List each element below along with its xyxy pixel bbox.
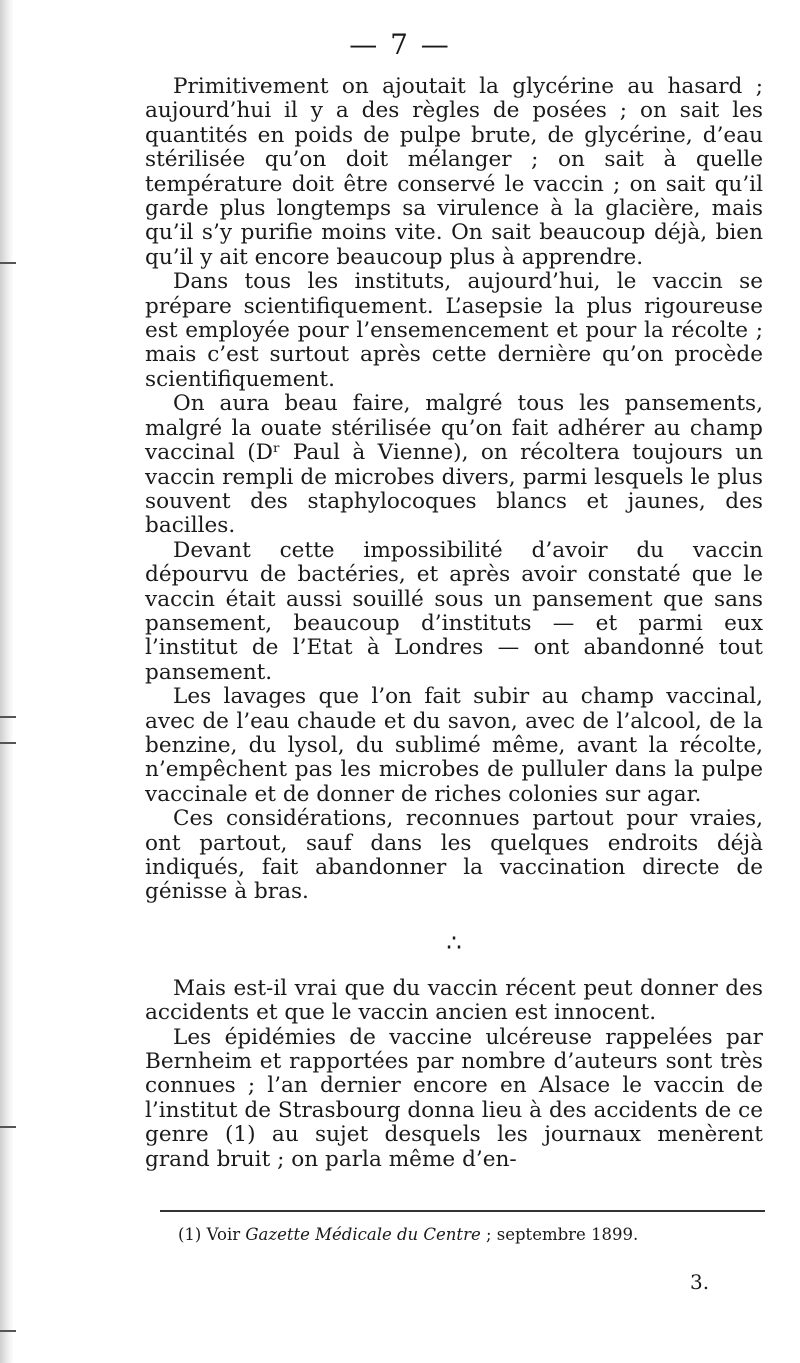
footnote-journal: Gazette Médicale du Centre <box>245 1225 481 1244</box>
page-number: — 7 — <box>349 28 451 61</box>
paragraph: Devant cette impossibilité d’avoir du vaccin dépourvu de bactéries, et après avoir constaté que le vaccin était aussi souillé sous un pansement que sans pansement, beaucoup d’instituts — et parmi eux l’institut de l’Etat à Londres — ont abandonné tout pansement. <box>145 537 763 685</box>
section-separator: ∴ <box>446 928 462 957</box>
binding-edge <box>0 0 14 1363</box>
paragraph: Mais est-il vrai que du vaccin récent peut donner des accidents et que le vaccin ancien est innocent. <box>145 975 763 1026</box>
footnote-prefix: (1) Voir <box>178 1225 246 1244</box>
margin-tick <box>0 742 16 744</box>
signature-mark: 3. <box>690 1270 710 1294</box>
paragraph: Dans tous les instituts, aujourd’hui, le vaccin se prépare scientifiquement. L’asepsie la plus rigoureuse est employée pour l’ensemencement et pour la récolte ; mais c’est surtout après cette dernière qu’on procède scientifiquement. <box>145 269 763 392</box>
margin-tick <box>0 1330 16 1332</box>
paragraph: Les lavages que l’on fait subir au champ vaccinal, avec de l’eau chaude et du savon, avec de l’alcool, de la benzine, du lysol, du sublimé même, avant la récolte, n’empêchent pas les microbes de pulluler dans la pulpe vaccinale et de donner de riches colonies sur agar. <box>145 684 763 807</box>
body-text <box>145 75 763 1172</box>
margin-tick <box>0 716 16 718</box>
paragraph: Primitivement on ajoutait la glycérine au hasard ; aujourd’hui il y a des règles de posées ; on sait les quantités en poids de pulpe brute, de glycérine, d’eau stérilisée qu’on doit mélanger ; on sait à quelle température doit être conservé le vaccin ; on sait qu’il garde plus longtemps sa virulence à la glacière, mais qu’il s’y purifie moins vite. On sait beaucoup déjà, bien qu’il y ait encore beaucoup plus à apprendre. <box>145 74 763 270</box>
paragraph: On aura beau faire, malgré tous les pansements, malgré la ouate stérilisée qu’on fait adhérer au champ vaccinal (Dʳ Paul à Vienne), on récoltera toujours un vaccin rempli de microbes divers, parmi lesquels le plus souvent des staphylocoques blancs et jaunes, des bacilles. <box>145 391 763 539</box>
margin-tick <box>0 1126 16 1128</box>
footnote-suffix: ; septembre 1899. <box>480 1225 639 1244</box>
paragraph: Les épidémies de vaccine ulcéreuse rappelées par Bernheim et rapportées par nombre d’auteurs sont très connues ; l’an dernier encore en Alsace le vaccin de l’institut de Strasbourg donna lieu à des accidents de ce genre (1) au sujet desquels les journaux menèrent grand bruit ; on parla même d’en- <box>145 1024 763 1172</box>
footnote <box>178 1224 768 1246</box>
footnote-rule <box>160 1210 765 1212</box>
paragraph: Ces considérations, reconnues partout pour vraies, ont partout, sauf dans les quelques endroits déjà indiqués, fait abandonner la vaccination directe de génisse à bras. <box>145 806 763 905</box>
margin-tick <box>0 262 16 264</box>
